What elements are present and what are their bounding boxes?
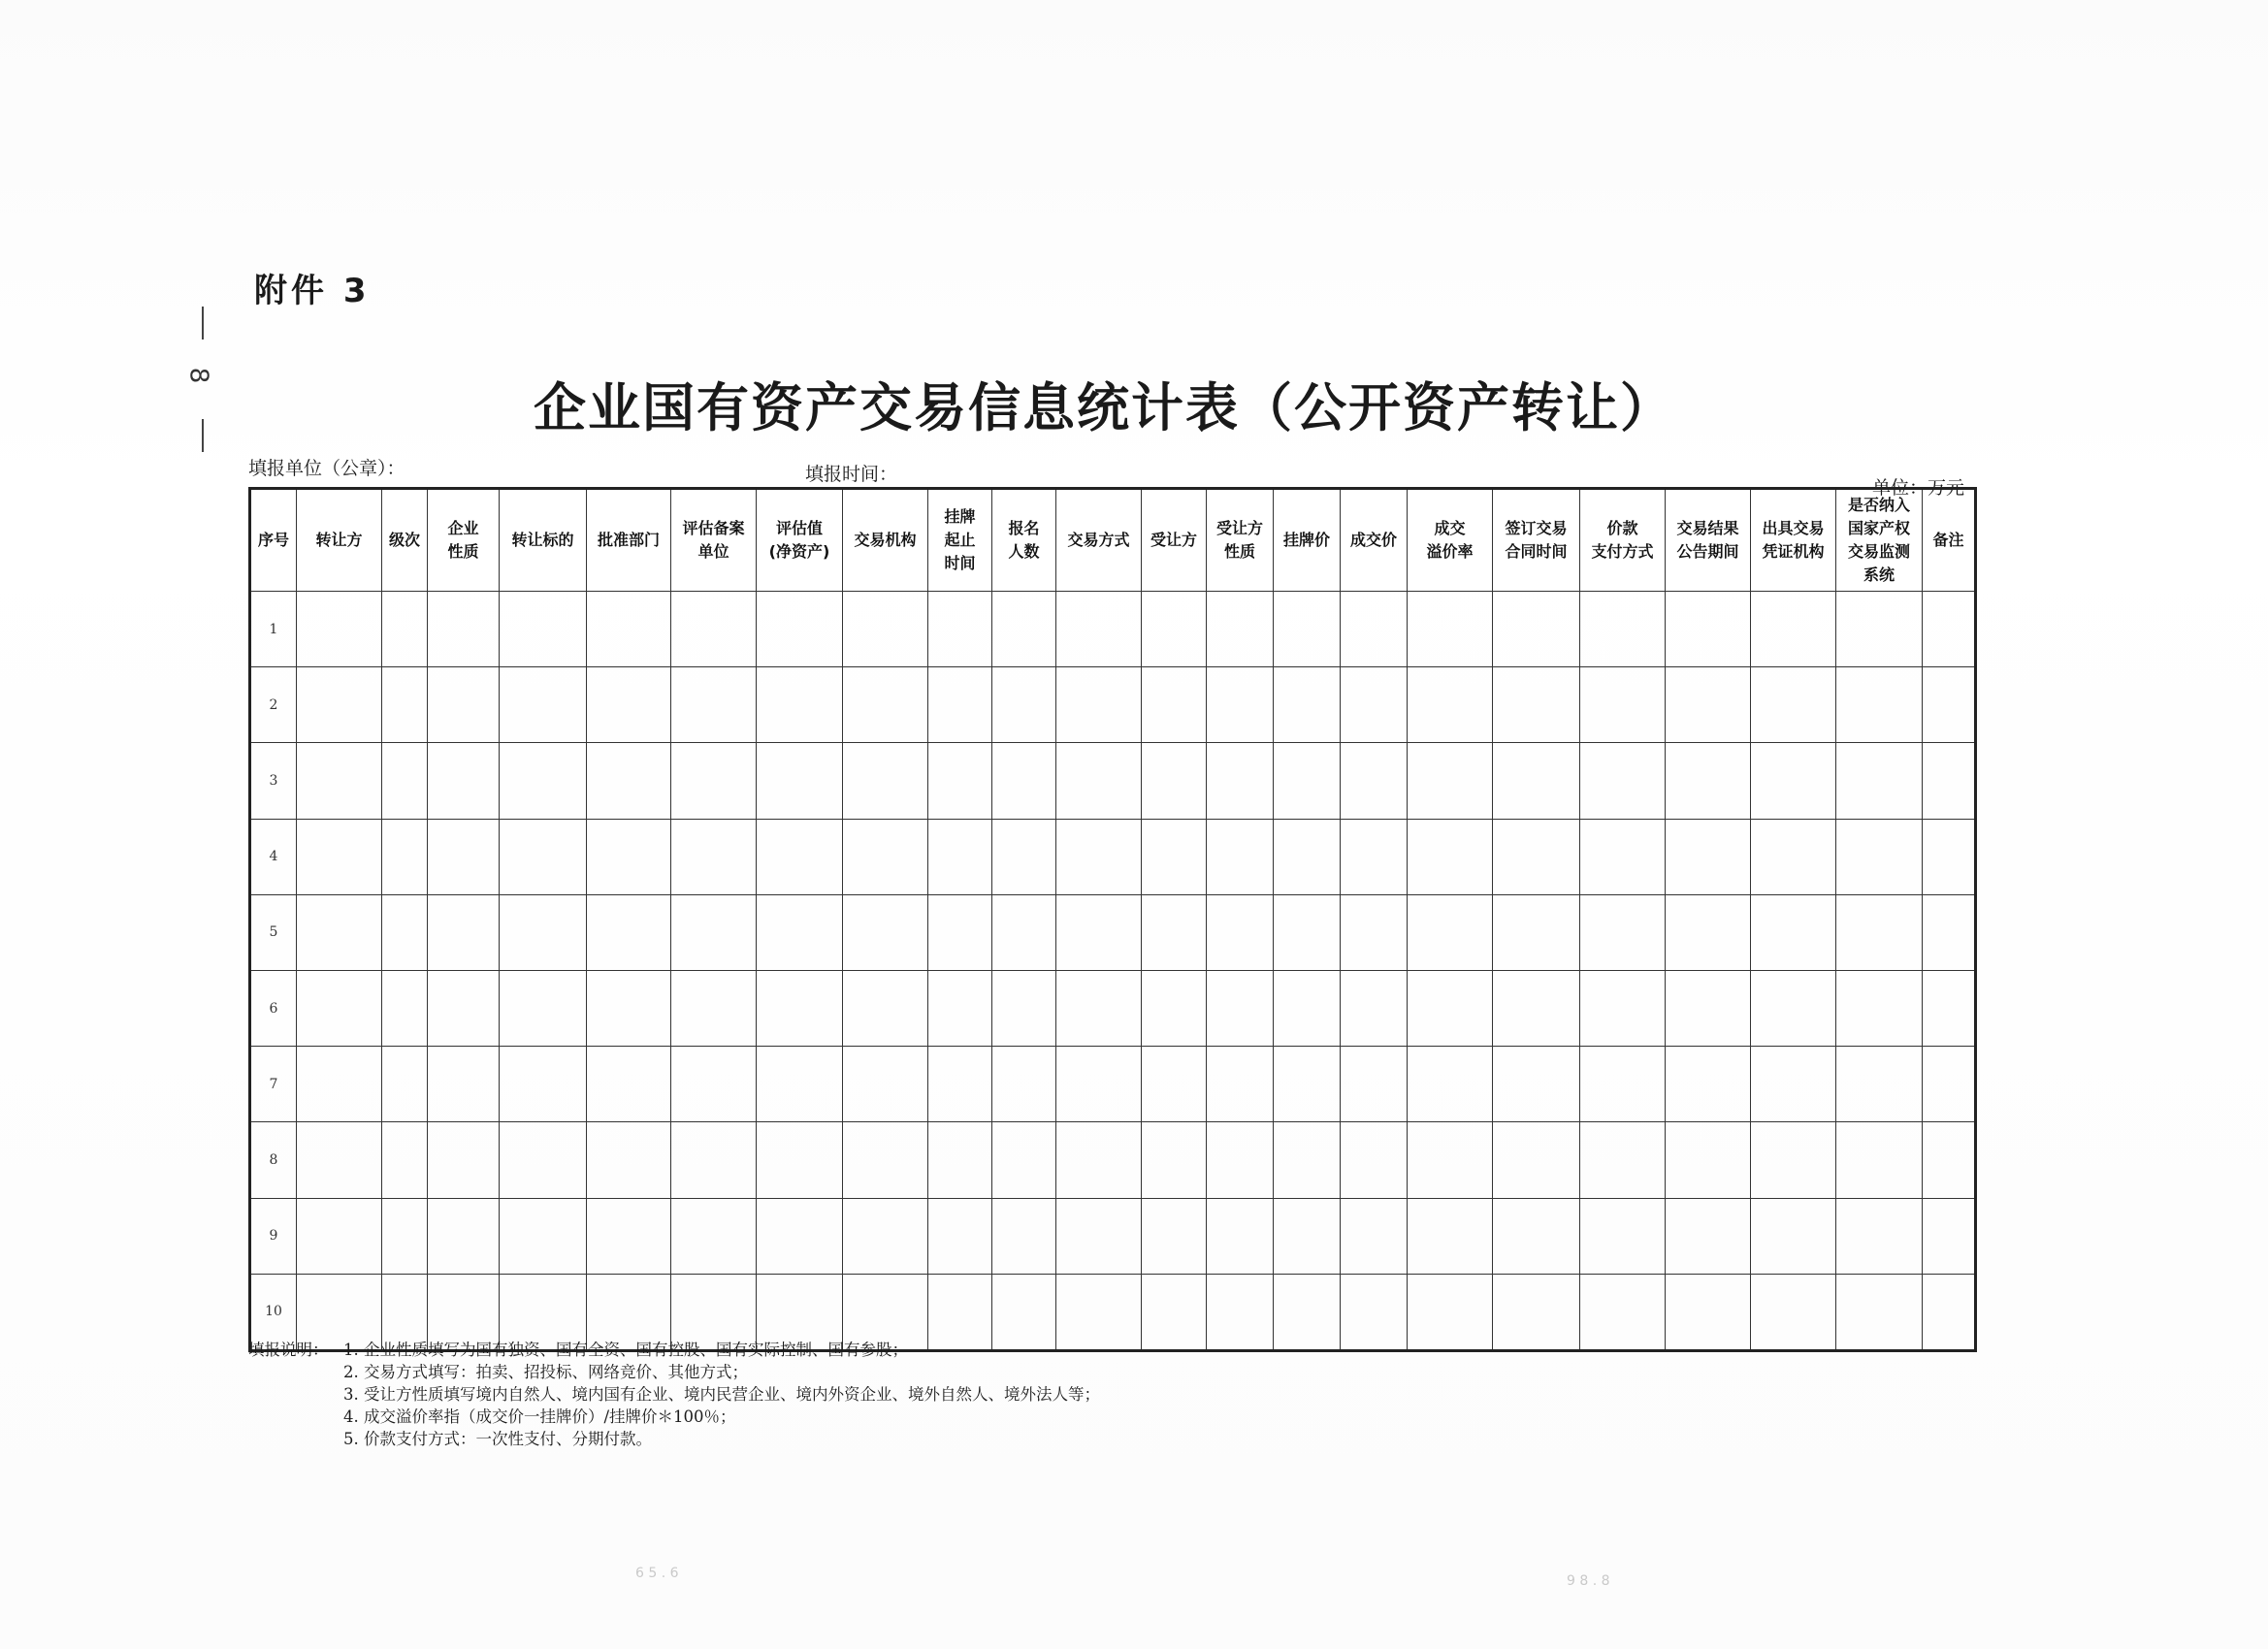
table-cell [843,819,928,894]
table-cell [428,819,500,894]
fill-time-label: 填报时间： [805,464,898,485]
table-cell [1493,592,1580,667]
table-cell [1207,1047,1274,1122]
table-row [250,743,1976,819]
table-cell [1493,667,1580,743]
table-cell [382,743,428,819]
table-cell [1836,970,1923,1046]
table-cell [1751,819,1836,894]
table-cell [1274,819,1341,894]
table-cell [1341,819,1408,894]
column-header: 备注 [1923,489,1976,592]
table-cell [1142,1274,1207,1350]
table-cell [1923,894,1976,970]
table-cell [428,667,500,743]
table-cell [671,819,757,894]
column-header: 价款 支付方式 [1580,489,1666,592]
table-cell [1341,1198,1408,1274]
table-cell [1580,667,1666,743]
table-cell [843,970,928,1046]
row-number: 7 [250,1047,297,1122]
table-cell [428,970,500,1046]
table-cell [500,743,587,819]
table-cell [1836,1274,1923,1350]
row-number: 1 [250,592,297,667]
column-header: 报名 人数 [992,489,1056,592]
table-cell [297,894,382,970]
table-cell [1056,667,1142,743]
column-header: 企业 性质 [428,489,500,592]
table-cell [587,970,671,1046]
table-row [250,894,1976,970]
statistics-table [248,487,1977,1352]
table-cell [843,1122,928,1198]
table-cell [1493,1122,1580,1198]
table-cell [1666,1122,1751,1198]
table-cell [587,894,671,970]
table-cell [1341,1274,1408,1350]
table-cell [1666,667,1751,743]
column-header: 转让方 [297,489,382,592]
table-cell [1341,667,1408,743]
table-cell [928,667,992,743]
table-cell [1580,592,1666,667]
column-header: 序号 [250,489,297,592]
table-cell [297,1047,382,1122]
table-cell [1836,1198,1923,1274]
table-cell [1493,743,1580,819]
table-row [250,592,1976,667]
table-cell [500,592,587,667]
table-cell [500,970,587,1046]
table-cell [1341,1122,1408,1198]
table-cell [1056,894,1142,970]
table-cell [1274,667,1341,743]
table-cell [843,894,928,970]
table-cell [1142,743,1207,819]
instruction-item: 2. 交易方式填写：拍卖、招投标、网络竞价、其他方式； [343,1363,748,1381]
table-cell [992,592,1056,667]
row-number: 3 [250,743,297,819]
table-cell [928,1122,992,1198]
table-cell [1274,592,1341,667]
table-cell [1056,819,1142,894]
table-cell [757,970,843,1046]
table-cell [1751,1122,1836,1198]
table-cell [1207,970,1274,1046]
table-cell [1836,592,1923,667]
table-cell [1923,1274,1976,1350]
table-cell [928,894,992,970]
column-header: 评估备案 单位 [671,489,757,592]
table-cell [1666,743,1751,819]
row-number: 4 [250,819,297,894]
table-cell [1923,1122,1976,1198]
table-cell [382,592,428,667]
column-header: 交易方式 [1056,489,1142,592]
table-cell [587,1198,671,1274]
document-title: 企业国有资产交易信息统计表（公开资产转让） [534,376,1674,438]
table-cell [1341,743,1408,819]
column-header: 挂牌 起止 时间 [928,489,992,592]
column-header: 交易机构 [843,489,928,592]
margin-bar-bottom [202,419,204,452]
table-cell [757,819,843,894]
instructions-lead: 填报说明： [248,1341,329,1359]
table-row [250,819,1976,894]
table-cell [1274,970,1341,1046]
fill-unit-label: 填报单位（公章）： [248,458,405,479]
table-cell [1751,743,1836,819]
table-cell [1341,592,1408,667]
instruction-line [248,1361,1100,1383]
column-header: 受让方 性质 [1207,489,1274,592]
table-cell [1493,970,1580,1046]
table-cell [1580,970,1666,1046]
table-cell [992,1198,1056,1274]
table-cell [1341,1047,1408,1122]
table-cell [671,970,757,1046]
table-cell [382,1122,428,1198]
table-row [250,1198,1976,1274]
table-cell [587,592,671,667]
row-number: 9 [250,1198,297,1274]
table-cell [1274,1122,1341,1198]
table-cell [1580,819,1666,894]
table-cell [671,1047,757,1122]
table-cell [1056,592,1142,667]
instructions-indent [248,1406,343,1428]
table-cell [757,592,843,667]
table-cell [992,1122,1056,1198]
table-cell [297,592,382,667]
table-cell [1341,894,1408,970]
table-cell [1142,592,1207,667]
table-cell [500,1122,587,1198]
table-cell [1142,970,1207,1046]
table-cell [1923,592,1976,667]
column-header: 是否纳入 国家产权 交易监测 系统 [1836,489,1923,592]
table-cell [1836,894,1923,970]
table-cell [1142,819,1207,894]
instruction-item: 5. 价款支付方式：一次性支付、分期付款。 [343,1430,652,1448]
table-cell [1836,743,1923,819]
table-header-row [250,489,1976,592]
table-cell [1207,1122,1274,1198]
table-cell [500,667,587,743]
table-cell [1493,819,1580,894]
table-cell [1751,1047,1836,1122]
faint-scan-mark: 9 8 . 8 [1567,1573,1610,1589]
column-header: 成交 溢价率 [1408,489,1493,592]
table-cell [1493,1047,1580,1122]
table-cell [1923,667,1976,743]
table-cell [1836,667,1923,743]
row-number: 10 [250,1274,297,1350]
column-header: 交易结果 公告期间 [1666,489,1751,592]
table-cell [1274,1198,1341,1274]
table-cell [843,667,928,743]
table-cell [428,1122,500,1198]
table-cell [757,1047,843,1122]
table-cell [1493,1198,1580,1274]
table-cell [500,1047,587,1122]
table-cell [1580,1198,1666,1274]
table-cell [1836,1047,1923,1122]
table-cell [428,1047,500,1122]
table-cell [1751,592,1836,667]
table-cell [382,970,428,1046]
table-cell [928,592,992,667]
column-header: 出具交易 凭证机构 [1751,489,1836,592]
table-cell [1341,970,1408,1046]
table-cell [1751,894,1836,970]
column-header: 挂牌价 [1274,489,1341,592]
table-cell [587,819,671,894]
table-cell [1408,1198,1493,1274]
table-cell [843,1198,928,1274]
row-number: 2 [250,667,297,743]
table-cell [1408,819,1493,894]
table-cell [1580,894,1666,970]
table-cell [1408,1047,1493,1122]
table-cell [671,1122,757,1198]
table-cell [1056,1122,1142,1198]
column-header: 受让方 [1142,489,1207,592]
row-number: 6 [250,970,297,1046]
table-cell [843,592,928,667]
column-header: 转让标的 [500,489,587,592]
table-cell [1056,1047,1142,1122]
column-header: 签订交易 合同时间 [1493,489,1580,592]
table-cell [1836,1122,1923,1198]
instructions-indent [248,1428,343,1450]
annex-label: 附件 3 [254,272,371,310]
table-cell [1207,1274,1274,1350]
table-cell [500,894,587,970]
table-cell [1142,667,1207,743]
table-cell [1923,1047,1976,1122]
table-cell [992,667,1056,743]
table-row [250,667,1976,743]
table-cell [1751,667,1836,743]
table-cell [928,743,992,819]
table-cell [1142,1198,1207,1274]
row-number: 5 [250,894,297,970]
table-cell [1493,894,1580,970]
fill-instructions [248,1339,1100,1450]
table-cell [1408,1274,1493,1350]
table-cell [500,819,587,894]
unit-note: 单位：万元 [1872,477,1965,499]
table-cell [1274,894,1341,970]
table-cell [992,894,1056,970]
table-row [250,970,1976,1046]
table-cell [1923,819,1976,894]
table-cell [1666,894,1751,970]
table-cell [757,1122,843,1198]
table-cell [671,592,757,667]
table-cell [382,1047,428,1122]
table-cell [1666,1198,1751,1274]
table-cell [1207,667,1274,743]
table-cell [1580,1274,1666,1350]
instructions-indent [248,1383,343,1406]
table-cell [1666,592,1751,667]
table-cell [297,1198,382,1274]
table-cell [1207,743,1274,819]
table-cell [671,743,757,819]
table-cell [1751,1274,1836,1350]
table-cell [992,743,1056,819]
table-cell [382,1198,428,1274]
table-cell [1408,970,1493,1046]
table-cell [757,894,843,970]
table-cell [1408,592,1493,667]
table-cell [1666,970,1751,1046]
table-cell [1751,1198,1836,1274]
table-cell [382,894,428,970]
table-cell [428,1198,500,1274]
table-cell [928,970,992,1046]
table-cell [1666,1274,1751,1350]
column-header: 评估值 (净资产) [757,489,843,592]
table-cell [1408,894,1493,970]
table-cell [1056,1198,1142,1274]
table-body [250,592,1976,1351]
table-cell [1923,743,1976,819]
table-cell [297,970,382,1046]
table-cell [297,1122,382,1198]
instruction-line [248,1383,1100,1406]
instruction-item: 4. 成交溢价率指（成交价一挂牌价）/挂牌价＊100％； [343,1407,736,1426]
table-cell [1207,894,1274,970]
table-cell [428,743,500,819]
binding-margin-mark [183,307,229,452]
table-cell [757,743,843,819]
table-cell [671,1198,757,1274]
table-cell [1274,1274,1341,1350]
table-cell [428,894,500,970]
table-cell [757,667,843,743]
table-cell [587,667,671,743]
instruction-line [248,1406,1100,1428]
table-cell [1666,819,1751,894]
table-cell [587,743,671,819]
margin-number: 8 [183,367,213,384]
table-cell [1142,894,1207,970]
table-cell [1056,743,1142,819]
table-cell [1580,1122,1666,1198]
table-cell [1751,970,1836,1046]
table-cell [928,1047,992,1122]
table-cell [1666,1047,1751,1122]
table-cell [1274,743,1341,819]
table-cell [1142,1047,1207,1122]
table-cell [1923,1198,1976,1274]
instruction-item: 3. 受让方性质填写境内自然人、境内国有企业、境内民营企业、境内外资企业、境外自然人、境外法人等； [343,1385,1100,1404]
table-cell [1923,970,1976,1046]
table-row [250,1122,1976,1198]
faint-scan-mark: 6 5 . 6 [635,1566,679,1581]
table-cell [928,1198,992,1274]
table-cell [1207,1198,1274,1274]
table-cell [1836,819,1923,894]
table-cell [500,1198,587,1274]
row-number: 8 [250,1122,297,1198]
table-cell [1142,1122,1207,1198]
table-cell [1408,1122,1493,1198]
table-cell [843,743,928,819]
column-header: 级次 [382,489,428,592]
table-cell [992,1047,1056,1122]
table-row [250,1047,1976,1122]
table-cell [671,894,757,970]
column-header: 批准部门 [587,489,671,592]
table-cell [1580,743,1666,819]
table-cell [428,592,500,667]
table-cell [992,819,1056,894]
table-cell [1408,743,1493,819]
instruction-line [248,1428,1100,1450]
instructions-indent [248,1361,343,1383]
table-cell [1408,667,1493,743]
table-cell [587,1047,671,1122]
table-cell [1207,819,1274,894]
table-cell [757,1198,843,1274]
table-cell [1493,1274,1580,1350]
instruction-line [248,1339,1100,1361]
margin-bar-top [202,307,204,340]
column-header: 成交价 [1341,489,1408,592]
table-cell [1056,970,1142,1046]
table-cell [671,667,757,743]
table-cell [297,743,382,819]
table-cell [587,1122,671,1198]
table-cell [1274,1047,1341,1122]
table-cell [992,970,1056,1046]
table-cell [297,819,382,894]
table-cell [1580,1047,1666,1122]
table-cell [843,1047,928,1122]
table-cell [1207,592,1274,667]
table-cell [382,667,428,743]
table-cell [382,819,428,894]
instruction-item: 1. 企业性质填写为国有独资、国有全资、国有控股、国有实际控制、国有参股； [343,1341,908,1359]
table-cell [928,819,992,894]
table-cell [297,667,382,743]
